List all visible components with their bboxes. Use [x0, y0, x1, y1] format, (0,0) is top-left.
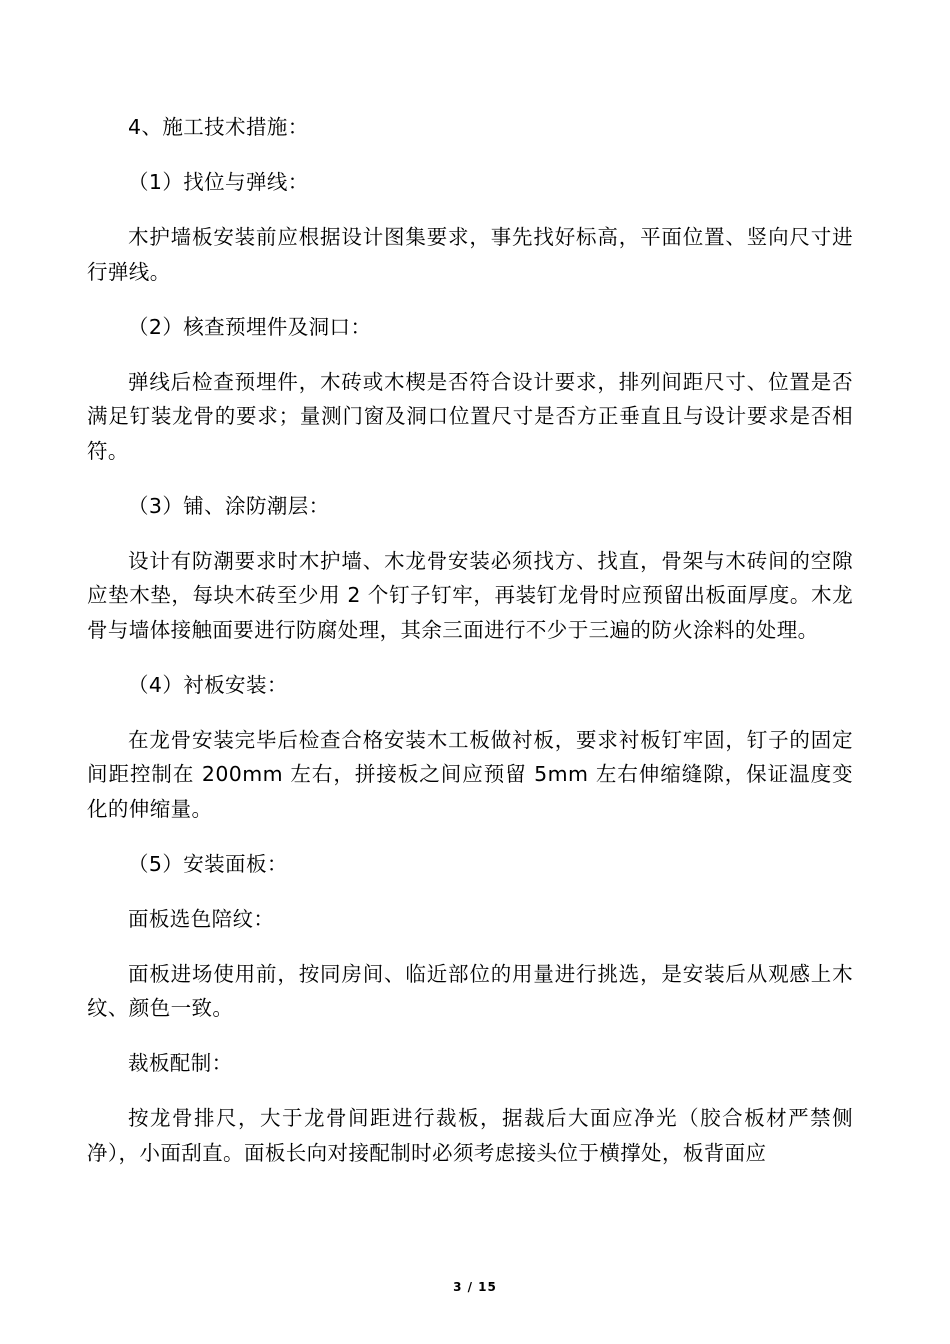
subheading-positioning-and-lining: （1）找位与弹线： — [128, 170, 309, 194]
subheading-check-embedded-parts: （2）核查预埋件及洞口： — [128, 314, 372, 339]
paragraph-lining-board: 在龙骨安装完毕后检查合格安装木工板做衬板，要求衬板钉牢固，钉子的固定间距控制在 200mm 左右，拼接板之间应预留 5mm 左右伸缩缝隙，保证温度变化的伸缩量。 — [87, 727, 853, 821]
subheading-install-panels: （5）安装面板： — [128, 851, 288, 876]
paragraph-panel-cutting: 按龙骨排尺，大于龙骨间距进行裁板，据裁后大面应净光（胶合板材严禁侧净），小面刮直。面板长向对接配制时必须考虑接头位于横撑处，板背面应 — [87, 1106, 853, 1165]
subheading-panel-color-matching: 面板选色陪纹： — [128, 906, 275, 931]
subheading-moisture-layer: （3）铺、涂防潮层： — [128, 493, 330, 518]
document-body — [87, 110, 853, 1191]
subheading-panel-cutting: 裁板配制： — [128, 1051, 233, 1075]
paragraph-positioning: 木护墙板安装前应根据设计图集要求，事先找好标高，平面位置、竖向尺寸进行弹线。 — [87, 225, 853, 284]
paragraph-check-embedded-parts: 弹线后检查预埋件，木砖或木楔是否符合设计要求，排列间距尺寸、位置是否满足钉装龙骨的要求；量测门窗及洞口位置尺寸是否方正垂直且与设计要求是否相符。 — [87, 369, 853, 463]
page-number: 3 / 15 — [453, 1280, 497, 1294]
subheading-lining-board: （4）衬板安装： — [128, 672, 288, 697]
paragraph-moisture-layer: 设计有防潮要求时木护墙、木龙骨安装必须找方、找直，骨架与木砖间的空隙应垫木垫，每块木砖至少用 2 个钉子钉牢，再装钉龙骨时应预留出板面厚度。木龙骨与墙体接触面要进行防腐处理，其余三面进行不少于三遍的防火涂料的处理。 — [87, 548, 853, 642]
paragraph-panel-color-matching: 面板进场使用前，按同房间、临近部位的用量进行挑选，是安装后从观感上木纹、颜色一致。 — [87, 961, 853, 1020]
heading-construction-measures: 4、施工技术措施： — [128, 115, 309, 139]
